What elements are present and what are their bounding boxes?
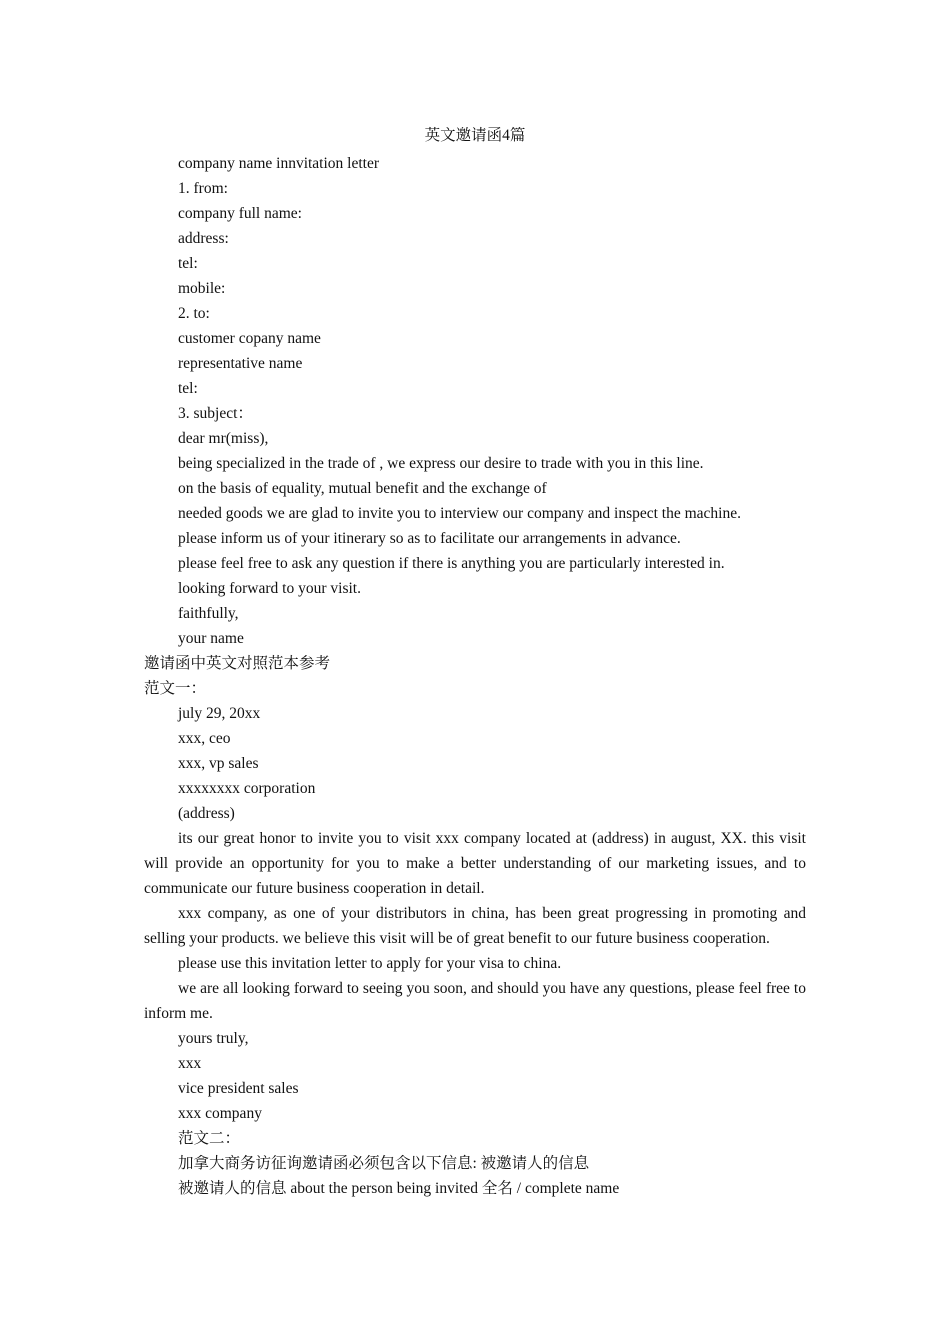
text-line: 1. from: — [178, 180, 228, 197]
text-line: please use this invitation letter to apply for your visa to china. — [178, 955, 562, 972]
text-line: 范文一： — [144, 680, 207, 697]
text-line: please inform us of your itinerary so as to facilitate our arrangements in advance. — [178, 530, 681, 547]
text-line: your name — [178, 630, 244, 647]
text-line: company name innvitation letter — [178, 155, 380, 172]
text-line: (address) — [178, 805, 235, 822]
text-line: on the basis of equality, mutual benefit and the exchange of — [178, 480, 547, 497]
text-line: xxx company, as one of your distributors in china, has been great progressing in promoting and selling your products. we believe this visit will be of great benefit to our future business cooperation. — [144, 905, 806, 947]
text-line: 3. subject： — [178, 405, 253, 422]
text-line: please feel free to ask any question if there is anything you are particularly interested in. — [178, 555, 725, 572]
text-line: tel: — [178, 380, 198, 397]
text-line: xxx, ceo — [178, 730, 231, 747]
document-title: 英文邀请函4篇 — [424, 127, 526, 144]
text-line: company full name: — [178, 205, 302, 222]
text-line: xxx company — [178, 1105, 262, 1122]
text-line: tel: — [178, 255, 198, 272]
text-line: we are all looking forward to seeing you soon, and should you have any questions, please feel free to inform me. — [144, 980, 806, 1022]
text-line: vice president sales — [178, 1080, 299, 1097]
text-line: being specialized in the trade of , we express our desire to trade with you in this line. — [178, 455, 704, 472]
text-line: mobile: — [178, 280, 226, 297]
text-line: xxx — [178, 1055, 202, 1072]
text-line: yours truly, — [178, 1030, 249, 1047]
text-line: dear mr(miss), — [178, 430, 269, 447]
text-line: address: — [178, 230, 229, 247]
text-line: 范文二： — [178, 1130, 241, 1147]
text-line: needed goods we are glad to invite you to interview our company and inspect the machine. — [178, 505, 741, 522]
text-line: its our great honor to invite you to visit xxx company located at (address) in august, XX. this visit will provide an opportunity for you to make a better understanding of our marketing issues, and to communicate our future business cooperation in detail. — [144, 830, 806, 897]
document-body — [144, 151, 806, 1201]
text-line: july 29, 20xx — [178, 705, 261, 722]
text-line: faithfully, — [178, 605, 239, 622]
text-line: looking forward to your visit. — [178, 580, 361, 597]
text-line: 被邀请人的信息 about the person being invited 全名 / complete name — [178, 1180, 620, 1197]
text-line: xxxxxxxx corporation — [178, 780, 316, 797]
text-line: customer copany name — [178, 330, 321, 347]
text-line: 邀请函中英文对照范本参考 — [144, 655, 331, 672]
text-line: representative name — [178, 355, 303, 372]
text-line: 2. to: — [178, 305, 210, 322]
text-line: xxx, vp sales — [178, 755, 259, 772]
text-line: 加拿大商务访征询邀请函必须包含以下信息: 被邀请人的信息 — [178, 1155, 590, 1172]
